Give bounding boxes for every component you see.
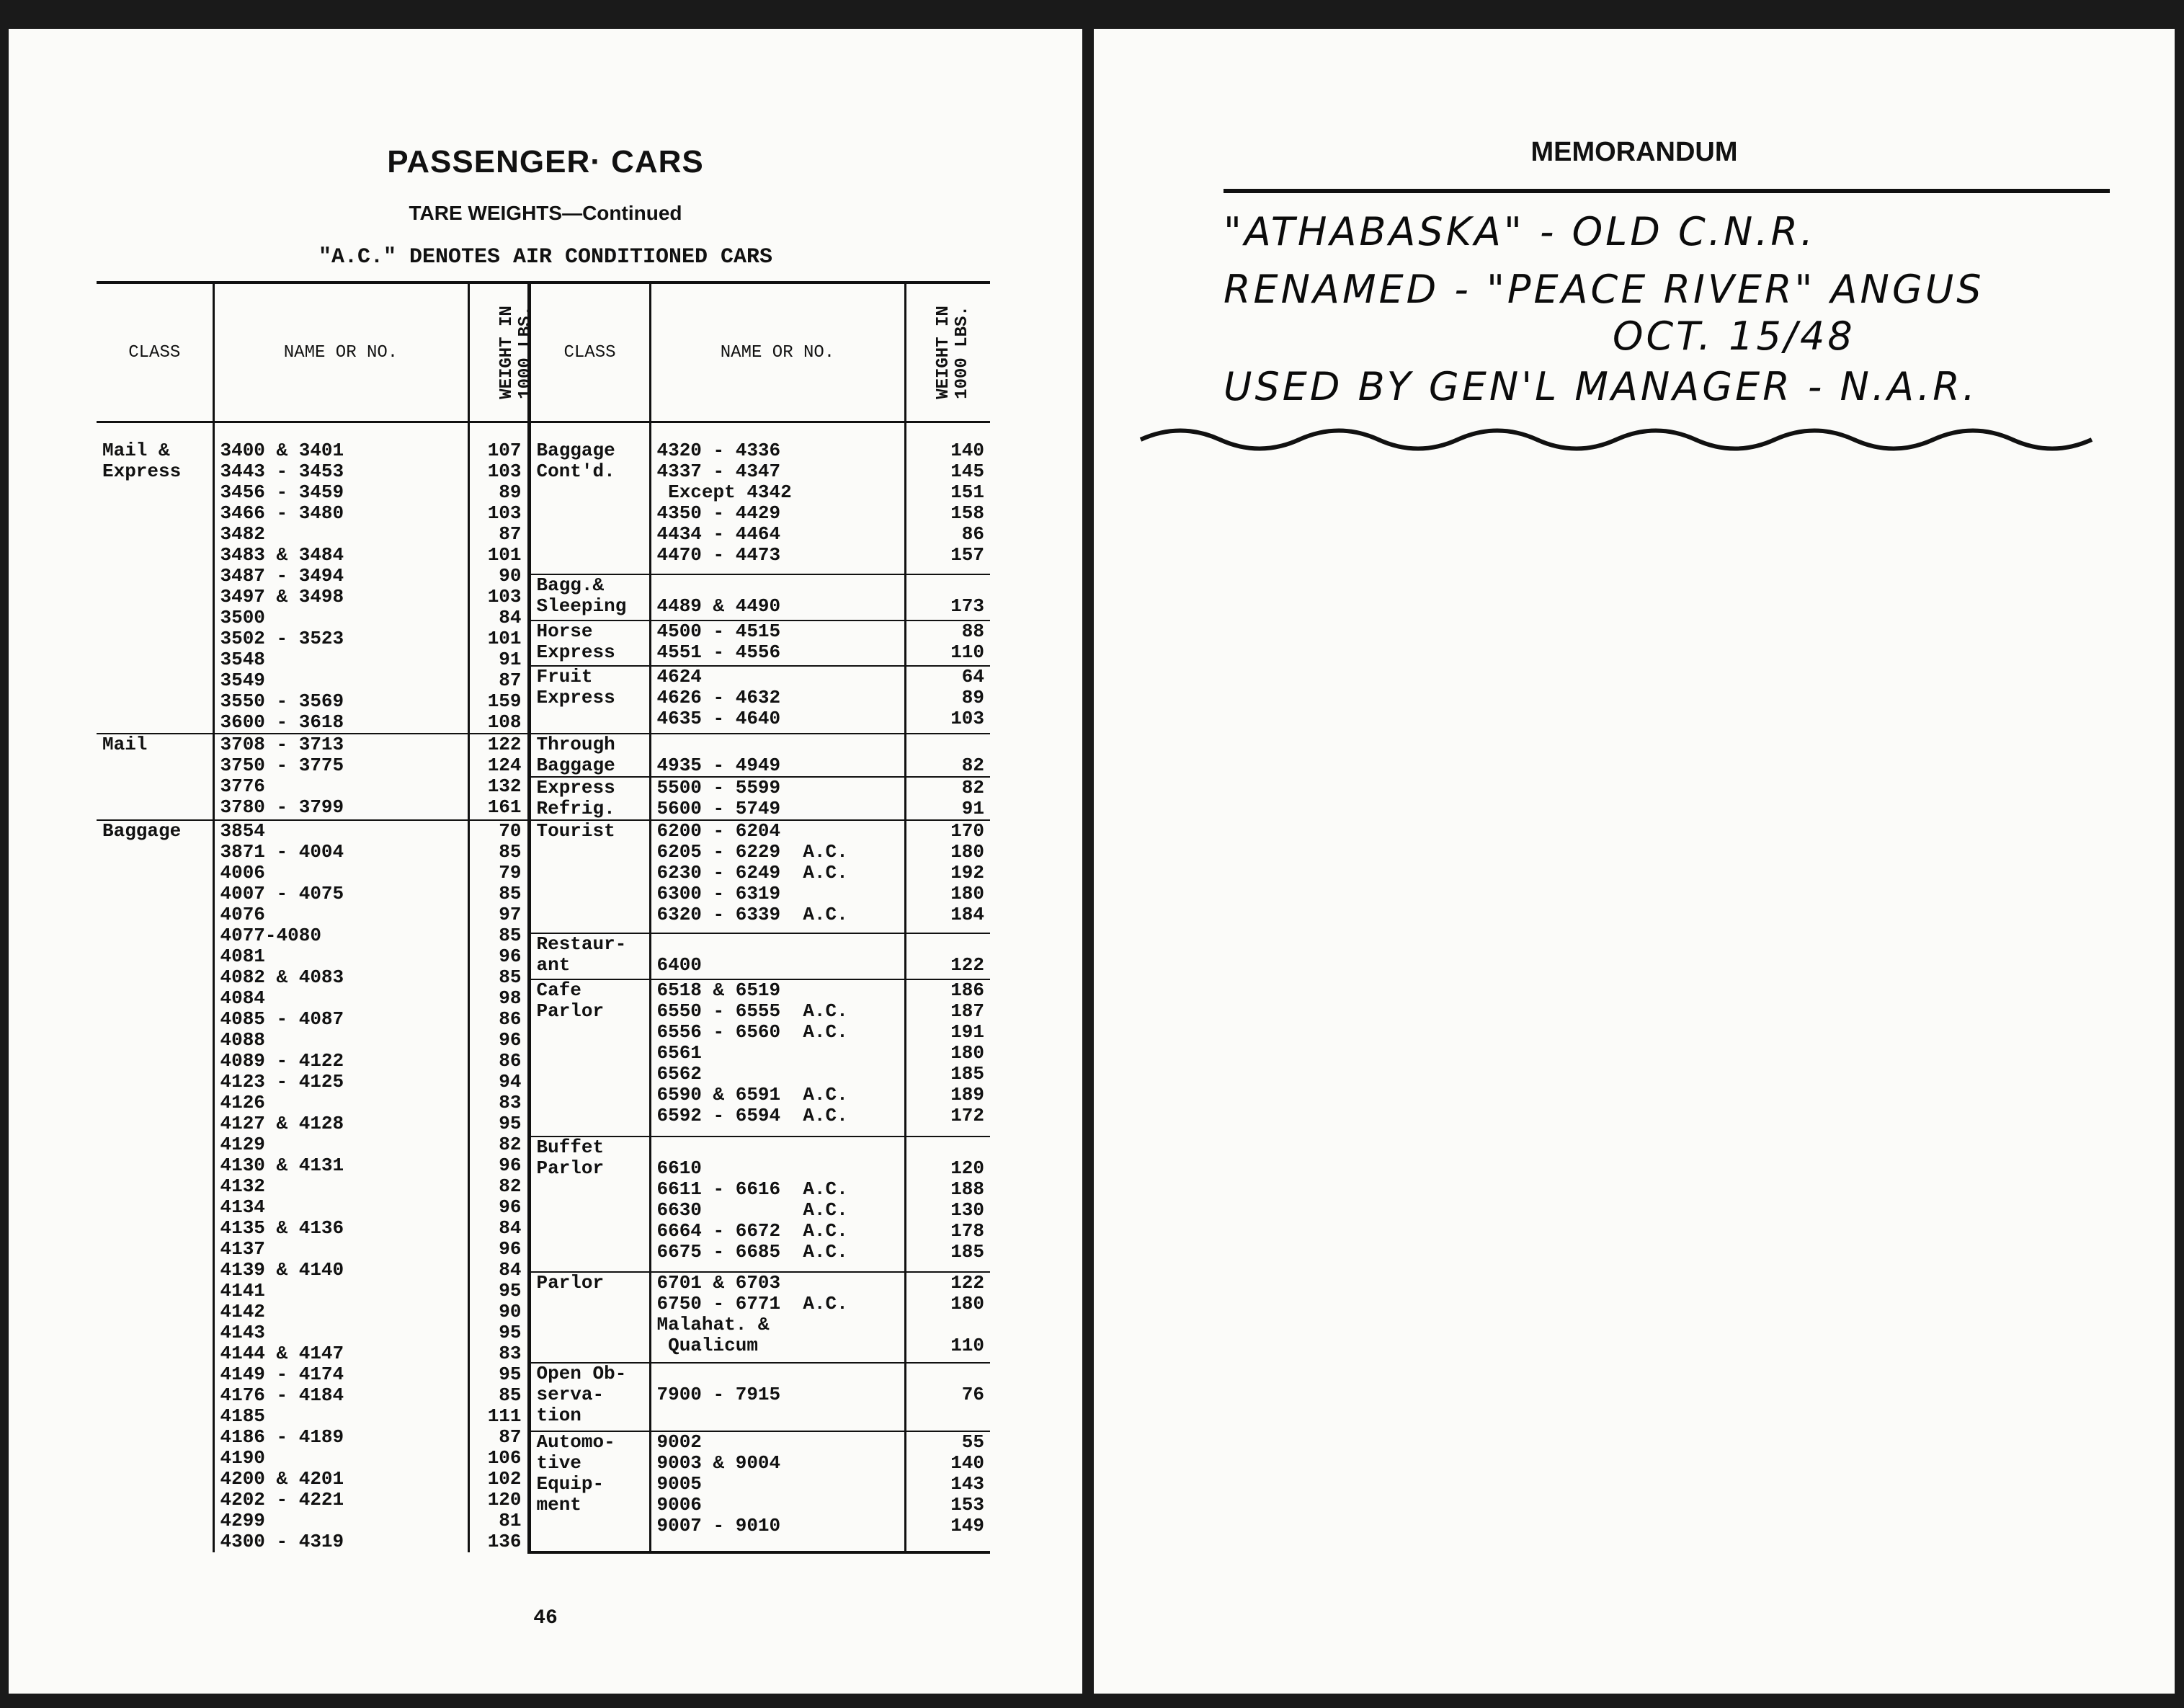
right-name-cell: 4489 & 4490 <box>650 574 905 620</box>
table-header-row <box>97 283 990 422</box>
right-name-cell: 4935 - 4949 <box>650 734 905 777</box>
table-row <box>97 734 990 777</box>
tare-weights-table <box>97 281 990 1554</box>
right-class-cell: Parlor <box>529 1272 650 1363</box>
page-subtitle: TARE WEIGHTS—Continued <box>409 202 682 224</box>
class-header-2: CLASS <box>529 283 650 422</box>
right-weight-cell: 88 110 <box>905 621 990 666</box>
right-name-cell: 6518 & 6519 6550 - 6555 A.C. 6556 - 6560 A.C. 6561 6562 6590 & 6591 A.C. 6592 - 6594 A.C. <box>650 979 905 1137</box>
right-name-cell: 9002 9003 & 9004 9005 9006 9007 - 9010 <box>650 1431 905 1553</box>
left-page <box>9 29 1082 1694</box>
right-class-cell: Open Ob- serva- tion <box>529 1363 650 1431</box>
weight-header <box>468 283 535 422</box>
left-class-cell: Mail <box>97 734 213 820</box>
right-weight-cell: 120 188 130 178 185 <box>905 1137 990 1272</box>
left-name-cell: 3708 - 3713 3750 - 3775 3776 3780 - 3799 <box>213 734 468 820</box>
right-weight-cell: 55 140 143 153 149 <box>905 1431 990 1553</box>
right-weight-cell: 140 145 151 158 86 157 <box>905 422 990 575</box>
right-weight-cell: 170 180 192 180 184 <box>905 820 990 933</box>
right-class-cell: Bagg.& Sleeping <box>529 574 650 620</box>
left-class-cell: Mail & Express <box>102 440 182 482</box>
class-header: CLASS <box>128 342 181 362</box>
right-class-cell: Through Baggage <box>529 734 650 777</box>
right-weight-cell: 76 <box>905 1363 990 1431</box>
page-title: PASSENGER· CARS <box>387 144 704 179</box>
air-conditioned-note: "A.C." DENOTES AIR CONDITIONED CARS <box>318 245 773 270</box>
page-number: 46 <box>533 1607 558 1629</box>
right-weight-cell: 82 <box>905 734 990 777</box>
left-weight-cell: 122 124 132 161 <box>468 734 529 820</box>
name-header: NAME OR NO. <box>213 283 468 422</box>
right-name-cell: 4500 - 4515 4551 - 4556 <box>650 621 905 666</box>
right-class-cell: Buffet Parlor <box>529 1137 650 1272</box>
right-name-cell: 4320 - 4336 4337 - 4347 Except 4342 4350 - 4429 4434 - 4464 4470 - 4473 <box>650 422 905 575</box>
name-header-2: NAME OR NO. <box>650 283 905 422</box>
right-page <box>1094 29 2175 1694</box>
right-weight-cell: 122 <box>905 933 990 979</box>
table-body <box>97 422 990 1553</box>
handwritten-line-3: OCT. 15/48 <box>1613 313 1855 359</box>
handwritten-line-1: "ATHABASKA" - OLD C.N.R. <box>1224 209 1817 254</box>
right-class-cell: Horse Express <box>529 621 650 666</box>
left-name-cell: 3854 3871 - 4004 4006 4007 - 4075 4076 4077-4080 4081 4082 & 4083 4084 4085 - 4087 4088 4089 - 4122 4123 - 4125 4126 4127 & 4128 4129 4130 & 4131 4132 4134 4135 & 4136 4137 4139 & 4140 4141 4142 4143 4144 & 4147 4149 - 4174 4176 - 4184 4185 4186 - 4189 4190 4200 & 4201 4202 - 4221 4299 4300 - 4319 <box>213 820 468 1552</box>
wavy-divider <box>1137 418 2131 461</box>
right-name-cell: 7900 - 7915 <box>650 1363 905 1431</box>
right-class-cell: Automo- tive Equip- ment <box>529 1431 650 1553</box>
handwritten-line-4: USED BY GEN'L MANAGER - N.A.R. <box>1224 364 1978 409</box>
table-row <box>97 820 990 933</box>
table-row <box>97 422 990 575</box>
right-name-cell: 5500 - 5599 5600 - 5749 <box>650 777 905 820</box>
right-name-cell: 4624 4626 - 4632 4635 - 4640 <box>650 666 905 734</box>
memorandum-rule <box>1224 189 2110 193</box>
right-class-cell: Fruit Express <box>529 666 650 734</box>
handwritten-line-2: RENAMED - "PEACE RIVER" ANGUS <box>1224 267 1984 312</box>
left-class-cell: Baggage <box>97 820 213 1552</box>
right-class-cell: Restaur- ant <box>529 933 650 979</box>
right-class-cell: Tourist <box>529 820 650 933</box>
weight-header-text-2: WEIGHT IN 1000 LBS. <box>933 305 972 399</box>
right-name-cell: 6701 & 6703 6750 - 6771 A.C. Malahat. & Qualicum <box>650 1272 905 1363</box>
left-weight-cell: 107 103 89 103 87 101 90 103 84 101 91 87 159 108 <box>468 422 529 734</box>
weight-header-text: WEIGHT IN 1000 LBS. <box>496 305 535 399</box>
right-name-cell: 6200 - 6204 6205 - 6229 A.C. 6230 - 6249 A.C. 6300 - 6319 6320 - 6339 A.C. <box>650 820 905 933</box>
right-weight-cell: 82 91 <box>905 777 990 820</box>
right-weight-cell: 173 <box>905 574 990 620</box>
right-weight-cell: 186 187 191 180 185 189 172 <box>905 979 990 1137</box>
memorandum-title: MEMORANDUM <box>1530 137 1738 167</box>
right-class-cell: Cafe Parlor <box>529 979 650 1137</box>
left-weight-cell: 70 85 79 85 97 85 96 85 98 86 96 86 94 83 95 82 96 82 96 84 96 84 95 90 95 83 95 85 111 87 106 102 120 81 136 <box>468 820 529 1552</box>
right-class-cell: Express Refrig. <box>529 777 650 820</box>
left-name-cell: 3400 & 3401 3443 - 3453 3456 - 3459 3466 - 3480 3482 3483 & 3484 3487 - 3494 3497 & 3498 3500 3502 - 3523 3548 3549 3550 - 3569 3600 - 3618 <box>213 422 468 734</box>
right-class-cell: Baggage Cont'd. <box>529 422 650 575</box>
right-name-cell: 6610 6611 - 6616 A.C. 6630 A.C. 6664 - 6672 A.C. 6675 - 6685 A.C. <box>650 1137 905 1272</box>
right-name-cell: 6400 <box>650 933 905 979</box>
right-weight-cell: 122 180 110 <box>905 1272 990 1363</box>
weight-header-2 <box>905 283 990 422</box>
right-weight-cell: 64 89 103 <box>905 666 990 734</box>
